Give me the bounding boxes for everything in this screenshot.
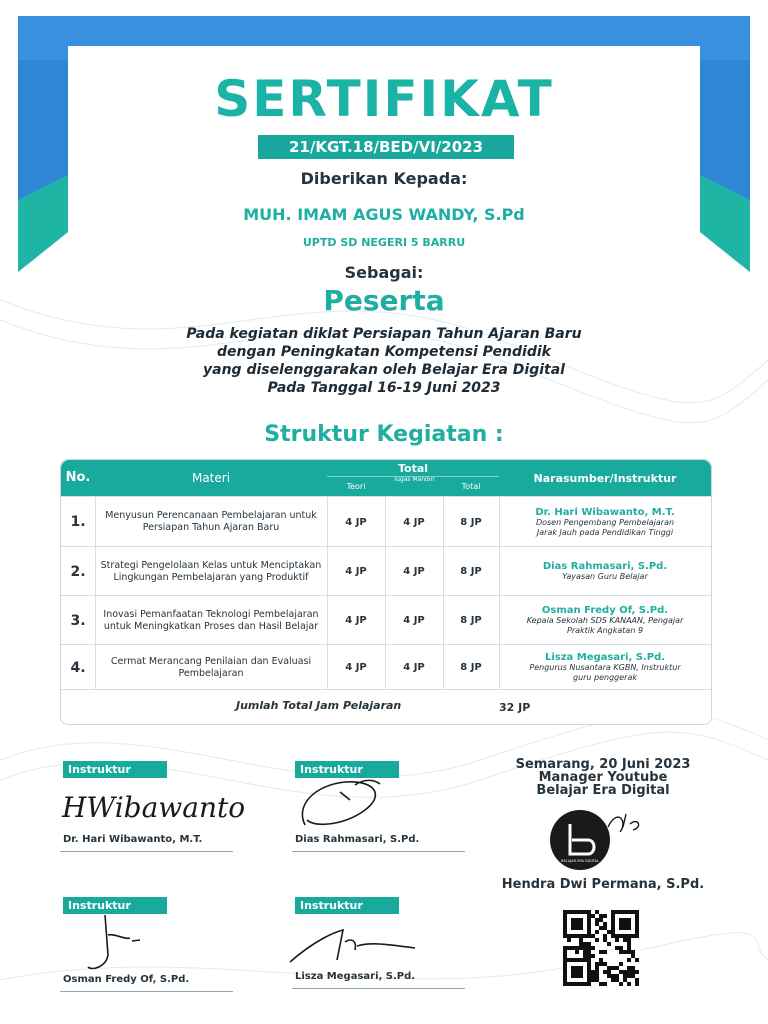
signature-line xyxy=(292,851,465,852)
manager-name: Hendra Dwi Permana, S.Pd. xyxy=(501,877,705,892)
cell-tugas: 4 JP xyxy=(403,662,425,673)
cell-materi: Menyusun Perencanaan Pembelajaran untuk Persiapan Tahun Ajaran Baru xyxy=(105,510,317,533)
qr-code xyxy=(563,910,639,986)
cell-total: 8 JP xyxy=(460,566,482,577)
cell-teori: 4 JP xyxy=(345,566,367,577)
signature-lisza xyxy=(285,920,425,970)
cell-tugas: 4 JP xyxy=(403,615,425,626)
as-label: Sebagai: xyxy=(344,263,424,282)
description-line: Pada Tanggal 16-19 Juni 2023 xyxy=(267,380,501,396)
header-tugas: Tugas Mandiri xyxy=(393,476,435,483)
manager-title: Manager Youtube xyxy=(538,770,668,785)
certificate-title: SERTIFIKAT xyxy=(214,70,554,128)
header-total: Total xyxy=(461,482,481,491)
event-description xyxy=(0,325,768,397)
cell-total: 8 JP xyxy=(460,615,482,626)
recipient-name: MUH. IMAM AGUS WANDY, S.Pd xyxy=(243,205,525,224)
instructor-name: Lisza Megasari, S.Pd. xyxy=(295,971,416,982)
table-row xyxy=(61,644,711,690)
cell-teori: 4 JP xyxy=(345,516,367,528)
cell-no: 1. xyxy=(70,514,86,530)
description-line: Pada kegiatan diklat Persiapan Tahun Ajaran Baru xyxy=(186,326,582,342)
header-no: No. xyxy=(65,470,91,485)
signature-hari xyxy=(60,785,246,830)
cell-narasumber xyxy=(499,497,711,547)
cell-teori: 4 JP xyxy=(345,662,367,673)
narasumber-description: Dosen Pengembang Pembelajaran Jarak Jauh pada Pendidikan Tinggi xyxy=(535,517,675,537)
description-line: yang diselenggarakan oleh Belajar Era Digital xyxy=(203,362,565,378)
table-row xyxy=(61,496,711,547)
total-label: Jumlah Total Jam Pelajaran xyxy=(236,699,402,712)
instructor-badge: Instruktur xyxy=(63,761,167,778)
cell-narasumber xyxy=(499,547,711,596)
certificate-number: 21/KGT.18/BED/VI/2023 xyxy=(258,135,514,159)
instructor-badge: Instruktur xyxy=(63,897,167,914)
cell-no: 2. xyxy=(70,563,86,580)
cell-total: 8 JP xyxy=(460,662,482,673)
role-title: Peserta xyxy=(323,284,445,317)
narasumber-name: Dias Rahmasari, S.Pd. xyxy=(542,561,668,572)
cell-tugas: 4 JP xyxy=(403,566,425,577)
cell-narasumber xyxy=(499,645,711,690)
activity-table xyxy=(60,459,712,725)
header-total-group: Total xyxy=(397,462,429,475)
narasumber-name: Osman Fredy Of, S.Pd. xyxy=(541,605,669,616)
cell-total: 8 JP xyxy=(460,516,482,528)
instructor-badge: Instruktur xyxy=(295,761,399,778)
narasumber-description: Pengurus Nusantara KGBN, Instruktur guru penggerak xyxy=(529,663,681,682)
instructor-name: Dr. Hari Wibawanto, M.T. xyxy=(63,834,203,845)
narasumber-description: Kepala Sekolah SDS KANAAN, Pengajar Praktik Angkatan 9 xyxy=(526,616,684,635)
narasumber-name: Dr. Hari Wibawanto, M.T. xyxy=(535,506,675,518)
signature-dias xyxy=(295,770,405,835)
description-line: dengan Peningkatan Kompetensi Pendidik xyxy=(217,344,551,360)
cell-materi: Strategi Pengelolaan Kelas untuk Menciptakan Lingkungan Pembelajaran yang Produktif xyxy=(100,559,322,583)
narasumber-name: Lisza Megasari, S.Pd. xyxy=(544,652,666,663)
total-value: 32 JP xyxy=(499,701,531,714)
svg-text:BELAJAR ERA DIGITAL: BELAJAR ERA DIGITAL xyxy=(561,859,599,863)
header-materi: Materi xyxy=(191,471,231,485)
svg-text:HWibawanto: HWibawanto xyxy=(62,791,246,824)
cell-narasumber xyxy=(499,596,711,645)
cell-no: 3. xyxy=(70,612,86,629)
instructor-name: Osman Fredy Of, S.Pd. xyxy=(63,974,190,985)
recipient-school: UPTD SD NEGERI 5 BARRU xyxy=(302,236,466,249)
signature-line xyxy=(60,851,233,852)
signature-line xyxy=(292,988,465,989)
manager-place-date: Semarang, 20 Juni 2023 xyxy=(515,757,691,772)
narasumber-description: Yayasan Guru Belajar xyxy=(562,572,648,581)
table-row xyxy=(61,546,711,596)
header-narasumber: Narasumber/Instruktur xyxy=(533,472,677,485)
manager-block xyxy=(488,758,718,797)
cell-no: 4. xyxy=(70,659,86,676)
signature-line xyxy=(60,991,233,992)
instructor-badge: Instruktur xyxy=(295,897,399,914)
header-teori: Teori xyxy=(346,482,366,491)
given-to-label: Diberikan Kepada: xyxy=(300,169,468,188)
manager-title: Belajar Era Digital xyxy=(536,783,670,798)
cell-tugas: 4 JP xyxy=(403,516,425,528)
instructor-name: Dias Rahmasari, S.Pd. xyxy=(295,834,420,845)
table-row xyxy=(61,595,711,645)
table-header xyxy=(61,460,711,496)
manager-logo xyxy=(548,802,658,874)
structure-title: Struktur Kegiatan : xyxy=(264,422,504,447)
signature-osman xyxy=(70,905,160,975)
cell-materi: Cermat Merancang Penilaian dan Evaluasi Pembelajaran xyxy=(110,655,312,679)
cell-teori: 4 JP xyxy=(345,615,367,626)
cell-materi: Inovasi Pemanfaatan Teknologi Pembelajaran untuk Meningkatkan Proses dan Hasil Belajar xyxy=(103,608,319,632)
